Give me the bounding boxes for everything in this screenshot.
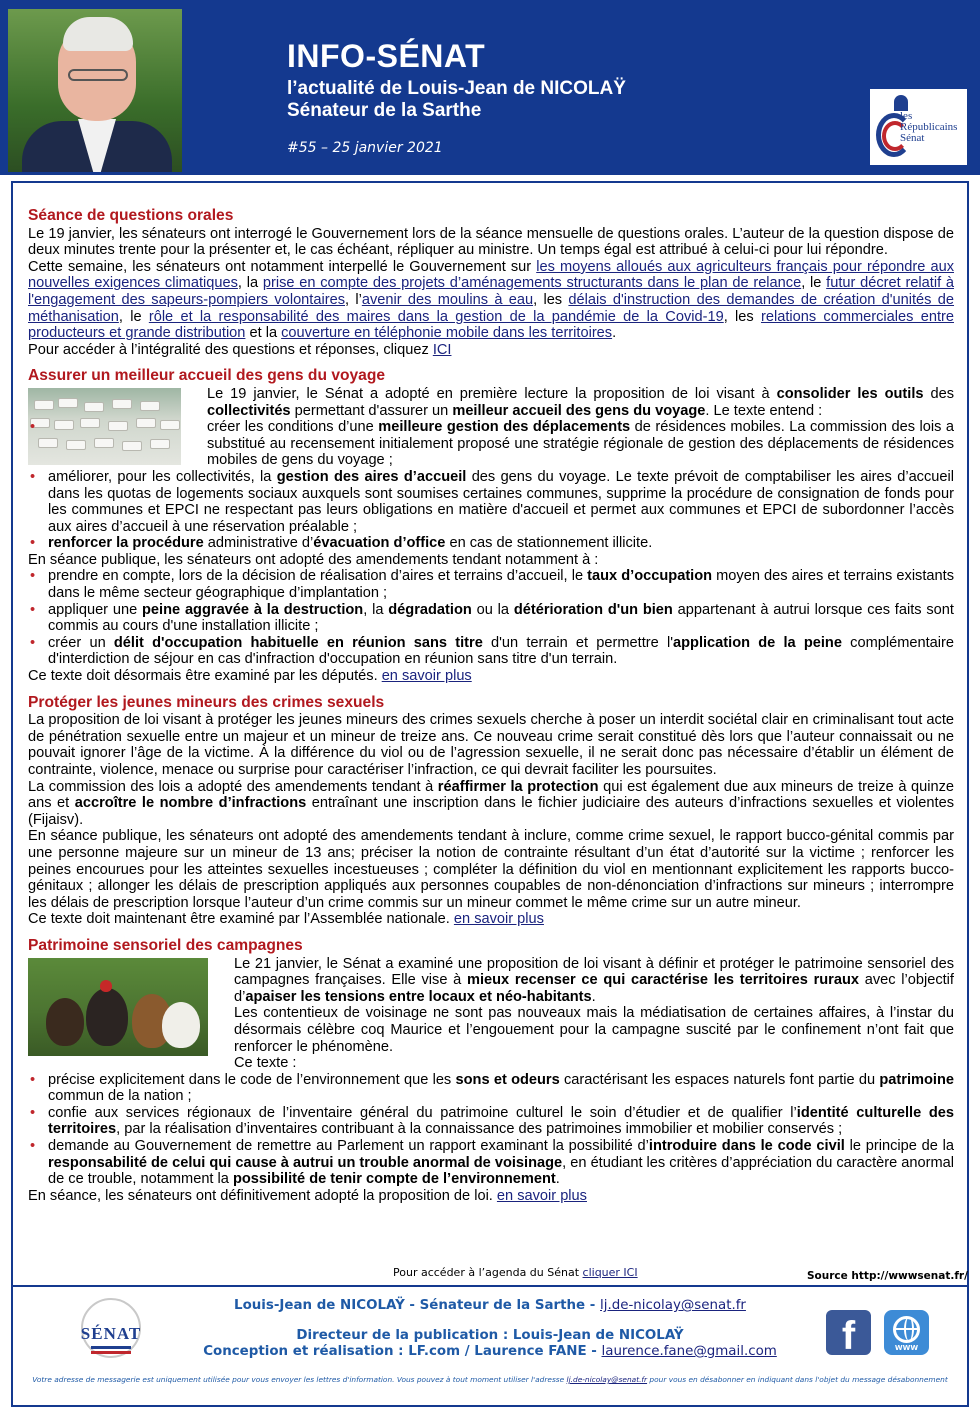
issue-number-date: #55 – 25 janvier 2021 bbox=[287, 140, 443, 156]
paragraph: Le 21 janvier, le Sénat a examiné une proposition de loi visant à définir et protéger le patrimoine sensoriel des campagnes françaises. Elle vise à mieux recenser ce qui caractérise les territoires ruraux avec l’objectif d’apaiser les tensions entre locaux et néo-habitants. bbox=[234, 955, 954, 1005]
paragraph: La commission des lois a adopté des amendements tendant à réaffirmer la protection qui est également due aux mineurs de treize à quinze ans et accroître le nombre d’infractions entraînant une inscription dans le fichier judiciaire des auteurs d’infractions sexuelles et violentes (Fijaisv). bbox=[28, 778, 954, 828]
list-item: • prendre en compte, lors de la décision de réalisation d’aires et terrains d’accueil, le taux d’occupation moyen des aires et terrains existants dans le même secteur géographique d’implantation ; bbox=[28, 568, 954, 601]
list-item: • créer les conditions d’une meilleure gestion des déplacements de résidences mobiles. La commission des lois a substitué au recensement initialement proposé une stratégie régionale de gestion des déplacements de résidences mobiles de gens du voyage ; bbox=[28, 419, 954, 469]
section-patrimoine-sensoriel bbox=[28, 938, 954, 1205]
link-sapeurs-pompiers[interactable]: futur décret relatif à l'engagement des sapeurs-pompiers volontaires bbox=[28, 275, 955, 308]
bullet-list bbox=[28, 568, 954, 668]
link-moulins[interactable]: avenir des moulins à eau bbox=[361, 291, 534, 308]
newsletter-header bbox=[0, 0, 980, 175]
link-plan-de-relance[interactable]: prise en compte des projets d’aménagements structurants dans le plan de relance bbox=[262, 275, 802, 292]
senator-role: Sénateur de la Sarthe bbox=[287, 100, 482, 121]
unsubscribe-disclaimer: Votre adresse de messagerie est uniquement utilisée pour vous envoyer les lettres d'information. Vous pouvez à tout moment utiliser l'adresse lj.de-nicolay@senat.fr pour vous en désabonner en indiquant dans l'objet du message désabonnement bbox=[32, 1375, 948, 1384]
senator-photo bbox=[8, 9, 182, 172]
les-republicains-senat-logo: les Républicains Sénat bbox=[870, 89, 967, 165]
paragraph: En séance publique, les sénateurs ont adopté des amendements tendant à inclure, comme crime sexuel, le rapport bucco-génital commis par une personne majeure sur un mineur de 13 ans; préciser la notion de contrainte résultant d’un état d’autorité sur la victime ; renforcer les peines encourues pour les atteintes sexuelles incestueuses ; compléter la définition du viol en mentionnant explicitement les rapports bucco-génitaux ; allonger les délais de prescription appliqués aux personnes coupables de non-dénonciation d’infractions sur mineurs ; interrompre les délais de prescription lorsque l’auteur d’un crime commis sur un mineur commet le même crime sur un autre mineur. bbox=[28, 828, 954, 911]
paragraph: Le 19 janvier, les sénateurs ont interrogé le Gouvernement lors de la séance mensuelle de questions orales. L’auteur de la question dispose de deux minutes trente pour la présenter et, le cas échéant, répliquer au ministre. Un temps égal est attribué à celui-ci pour lui répondre. bbox=[28, 225, 954, 259]
list-item: • confie aux services régionaux de l’inventaire général du patrimoine culturel le soin d’étudier et de qualifier l’identité culturelle des territoires, par la réalisation d’inventaires contribuant à la connaissance des patrimoines immobilier et mobilier conservés ; bbox=[28, 1105, 954, 1138]
designer-email-link[interactable]: laurence.fane@gmail.com bbox=[601, 1344, 777, 1359]
unsubscribe-email-link[interactable]: lj.de-nicolay@senat.fr bbox=[566, 1375, 648, 1384]
list-item: • précise explicitement dans le code de l’environnement que les sons et odeurs caractérisant les espaces naturels font partie du patrimoine commun de la nation ; bbox=[28, 1072, 954, 1105]
paragraph: Les contentieux de voisinage ne sont pas nouveaux mais la médiatisation de certaines affaires, à l’instar du désormais célèbre coq Maurice et l’engouement pour la campagne suscité par le confinement n’ont fait que renforcer le phénomène. bbox=[234, 1005, 954, 1055]
link-telephonie-mobile[interactable]: couverture en téléphonie mobile dans les territoires bbox=[281, 325, 613, 342]
list-item: • appliquer une peine aggravée à la destruction, la dégradation ou la détérioration d'un bien appartenant à autrui lorsque ces faits sont commis au cours d'une installation illicite ; bbox=[28, 602, 954, 635]
newsletter-subtitle: l’actualité de Louis-Jean de NICOLAŸ bbox=[287, 78, 626, 99]
link-relations-commerciales[interactable]: relations commerciales entre producteurs et grande distribution bbox=[28, 308, 954, 342]
paragraph: Ce texte doit maintenant être examiné par l’Assemblée nationale. en savoir plus bbox=[28, 911, 544, 928]
link-agriculteurs[interactable]: les moyens alloués aux agriculteurs français pour répondre aux nouvelles exigences climatiques bbox=[28, 258, 954, 292]
paragraph: La proposition de loi visant à protéger les jeunes mineurs des crimes sexuels cherche à poser un interdit sociétal clair en criminalisant tout acte de pénétration sexuelle entre un majeur et un mineur de treize ans. Ce nouveau crime serait constitué dès lors que l’auteur connaissait ou ne pouvait ignorer l’âge de la victime. À la différence du viol ou de l’agression sexuelle, il ne serait donc pas nécessaire d’établir un élément de contrainte, violence, menace ou surprise pour caractériser l’infraction, ce qui devrait faciliter les poursuites. bbox=[28, 712, 954, 778]
paragraph: Le 19 janvier, le Sénat a adopté en première lecture la proposition de loi visant à consolider les outils des collectivités permettant d'assurer un meilleur accueil des gens du voyage. Le texte entend : bbox=[207, 385, 954, 419]
bullet-list bbox=[28, 1072, 954, 1188]
list-item: • demande au Gouvernement de remettre au Parlement un rapport examinant la possibilité d’introduire dans le code civil le principe de la responsabilité de celui qui cause à autrui un trouble anormal de voisinage, en étudiant les critères d’appréciation du caractère anormal de ce trouble, notamment la possibilité de tenir compte de l’environnement. bbox=[28, 1138, 954, 1188]
senat-logo: SÉNAT bbox=[73, 1298, 149, 1370]
paragraph: Ce texte : bbox=[234, 1055, 297, 1072]
link-ici-questions[interactable]: ICI bbox=[432, 341, 452, 358]
footer-director-line: Directeur de la publication : Louis-Jean de NICOLAŸ bbox=[296, 1328, 684, 1343]
paragraph: Pour accéder à l’intégralité des questions et réponses, cliquez ICI bbox=[28, 341, 452, 358]
bullet-list bbox=[28, 419, 954, 535]
bullet-list bbox=[28, 535, 954, 552]
newsletter-body bbox=[28, 208, 954, 1207]
source-credit: Source http://wwwsenat.fr/ bbox=[807, 1270, 968, 1282]
link-en-savoir-plus[interactable]: en savoir plus bbox=[381, 668, 472, 685]
link-en-savoir-plus[interactable]: en savoir plus bbox=[496, 1187, 587, 1204]
section-title: Assurer un meilleur accueil des gens du voyage bbox=[28, 367, 386, 385]
section-jeunes-mineurs bbox=[28, 695, 954, 928]
paragraph: Cette semaine, les sénateurs ont notamment interpellé le Gouvernement sur les moyens alloués aux agriculteurs français pour répondre aux nouvelles exigences climatiques, la prise en compte des projets d’aménagements structurants dans le plan de relance, le futur décret relatif à l'engagement des sapeurs-pompiers volontaires, l’avenir des moulins à eau, les délais d'instruction des demandes de création d'unités de méthanisation, le rôle et la responsabilité des maires dans la gestion de la pandémie de la Covid-19, les relations commerciales entre producteurs et grande distribution et la couverture en téléphonie mobile dans les territoires. bbox=[28, 258, 955, 342]
link-maires-covid[interactable]: rôle et la responsabilité des maires dans la gestion de la pandémie de la Covid-19 bbox=[148, 308, 724, 325]
paragraph: En séance publique, les sénateurs ont adopté des amendements tendant notamment à : bbox=[28, 551, 599, 568]
list-item: • renforcer la procédure administrative d’évacuation d’office en cas de stationnement illicite. bbox=[28, 535, 954, 552]
globe-icon bbox=[893, 1316, 920, 1343]
roosters-photo bbox=[28, 958, 208, 1056]
section-title: Séance de questions orales bbox=[28, 207, 234, 224]
link-methanisation[interactable]: délais d'instruction des demandes de création d'unités de méthanisation bbox=[28, 291, 955, 325]
newsletter-title: INFO-SÉNAT bbox=[287, 38, 486, 74]
paragraph: En séance, les sénateurs ont définitivement adopté la proposition de loi. en savoir plus bbox=[28, 1187, 587, 1204]
section-title: Protéger les jeunes mineurs des crimes sexuels bbox=[28, 693, 385, 711]
list-item: • créer un délit d'occupation habituelle en réunion sans titre d'un terrain et permettre l'application de la peine complémentaire d'interdiction de séjour en cas d'infraction d'occupation en réunion sans titre d'un terrain. bbox=[28, 635, 954, 668]
link-agenda[interactable]: cliquer ICI bbox=[582, 1266, 638, 1279]
paragraph: Ce texte doit désormais être examiné par les députés. en savoir plus bbox=[28, 668, 472, 685]
list-item: • améliorer, pour les collectivités, la gestion des aires d’accueil des gens du voyage. Le texte prévoit de comptabiliser les aires d’accueil dans les quotas de logements sociaux auxquels sont soumises certaines communes, supprime la procédure de consignation de fonds pour les communes et EPCI ne respectant pas leurs obligations en matière d'accueil et permet aux communes et EPCI de subordonner l’accès aux aires d’accueil à une réservation préalable ; bbox=[28, 469, 954, 535]
senator-email-link[interactable]: lj.de-nicolay@senat.fr bbox=[600, 1298, 746, 1313]
section-title: Patrimoine sensoriel des campagnes bbox=[28, 936, 303, 954]
footer-divider bbox=[11, 1285, 969, 1287]
website-icon[interactable]: WWW bbox=[884, 1310, 929, 1355]
footer-senator-line: Louis-Jean de NICOLAŸ - Sénateur de la Sarthe - lj.de-nicolay@senat.fr bbox=[234, 1298, 746, 1313]
facebook-icon[interactable]: f bbox=[826, 1310, 871, 1355]
section-questions-orales bbox=[28, 208, 954, 358]
agenda-link-line: Pour accéder à l’agenda du Sénat cliquer ICI bbox=[393, 1266, 638, 1279]
link-en-savoir-plus[interactable]: en savoir plus bbox=[453, 911, 544, 928]
section-gens-du-voyage bbox=[28, 368, 954, 684]
footer-credits-line: Conception et réalisation : LF.com / Laurence FANE - laurence.fane@gmail.com bbox=[203, 1344, 777, 1359]
